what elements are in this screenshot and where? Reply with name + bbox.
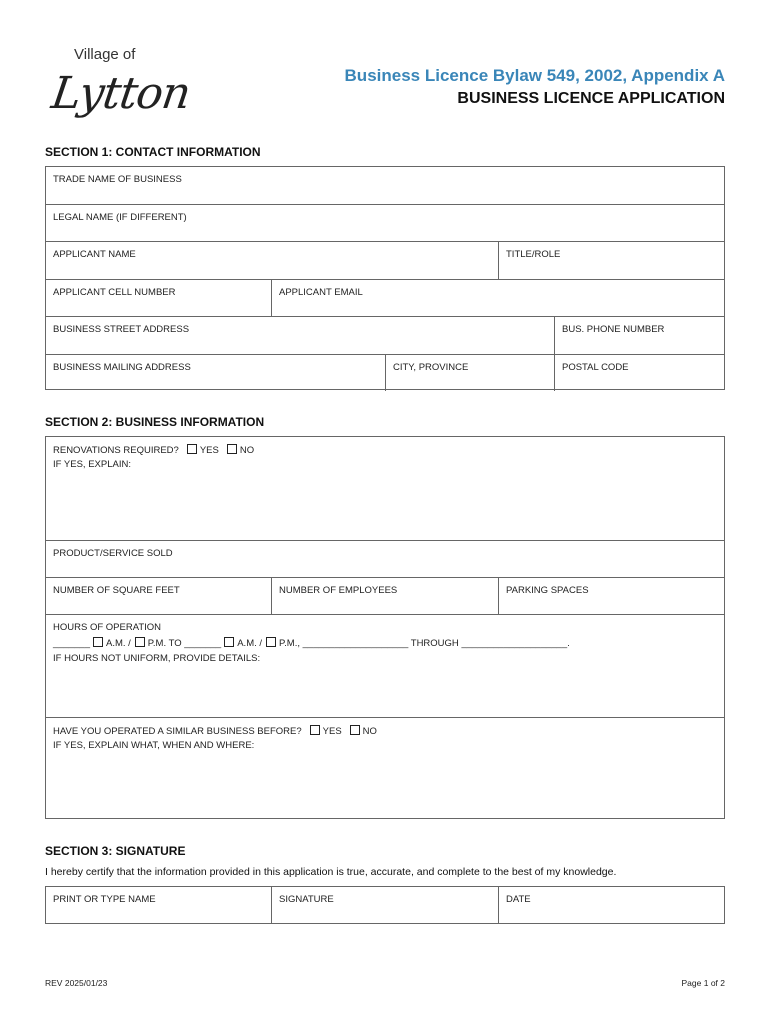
street-address-label: BUSINESS STREET ADDRESS [53,324,190,335]
bylaw-title: Business Licence Bylaw 549, 2002, Appendix A [344,66,725,85]
similar-business-line [53,725,377,737]
applicant-name-label: APPLICANT NAME [53,249,136,260]
renovations-explain-label: IF YES, EXPLAIN: [53,459,131,470]
renovations-yes-label: YES [199,445,219,456]
cell-email-row [46,279,724,316]
size-row [46,577,724,614]
similar-yes-checkbox[interactable] [310,725,320,735]
trade-name-label: TRADE NAME OF BUSINESS [53,174,182,185]
page-number: Page 1 of 2 [681,978,725,988]
mailing-address-field[interactable] [46,355,385,391]
title-role-field[interactable] [498,242,726,279]
employees-label: NUMBER OF EMPLOYEES [279,585,398,596]
renovations-no-label: NO [239,445,255,456]
street-address-field[interactable] [46,317,554,354]
signature-row [46,887,724,923]
pm2-label: P.M., [279,638,300,649]
similar-explain-label: IF YES, EXPLAIN WHAT, WHEN AND WHERE: [53,740,255,751]
signature-table [45,886,725,924]
pm2-checkbox[interactable] [266,637,276,647]
renovations-yes-checkbox[interactable] [187,444,197,454]
parking-label: PARKING SPACES [506,585,589,596]
city-province-field[interactable] [385,355,554,391]
form-title: BUSINESS LICENCE APPLICATION [457,90,725,107]
revision-note: REV 2025/01/23 [45,978,108,988]
signature-field[interactable] [271,887,498,923]
renovations-line [53,444,254,456]
business-info-table [45,436,725,819]
email-label: APPLICANT EMAIL [279,287,363,298]
am1-checkbox[interactable] [93,637,103,647]
hours-label: HOURS OF OPERATION [53,622,162,633]
similar-business-label: HAVE YOU OPERATED A SIMILAR BUSINESS BEFORE? [53,726,302,737]
postal-code-field[interactable] [554,355,726,391]
mailing-address-label: BUSINESS MAILING ADDRESS [53,362,191,373]
contact-info-table [45,166,725,390]
logo-small-text: Village of [74,46,136,63]
legal-name-label: LEGAL NAME (IF DIFFERENT) [53,212,187,223]
renovations-field[interactable] [46,437,724,540]
date-field[interactable] [498,887,726,923]
employees-field[interactable] [271,578,498,614]
cell-number-label: APPLICANT CELL NUMBER [53,287,176,298]
parking-field[interactable] [498,578,726,614]
hours-not-uniform-label: IF HOURS NOT UNIFORM, PROVIDE DETAILS: [53,653,261,664]
date-label: DATE [506,894,531,905]
section2-title: SECTION 2: BUSINESS INFORMATION [45,415,265,429]
title-role-label: TITLE/ROLE [506,249,561,260]
logo-script-text: Lytton [48,68,194,119]
applicant-name-row [46,241,724,279]
signature-label: SIGNATURE [279,894,334,905]
similar-no-checkbox[interactable] [350,725,360,735]
pm-to-label: P.M. TO [147,638,182,649]
am1-label: A.M. / [105,638,131,649]
similar-business-field[interactable] [46,717,724,820]
legal-name-field[interactable] [46,204,724,241]
hours-blank-4: ____________________. [461,638,570,649]
hours-blank-2: _______ [184,638,222,649]
postal-code-label: POSTAL CODE [562,362,629,373]
hours-line [53,637,570,649]
print-name-field[interactable] [46,887,271,923]
section3-title: SECTION 3: SIGNATURE [45,844,186,858]
pm1-checkbox[interactable] [135,637,145,647]
similar-no-label: NO [362,726,377,737]
mailing-address-row [46,354,724,391]
product-service-field[interactable] [46,540,724,577]
cell-number-field[interactable] [46,280,271,316]
city-province-label: CITY, PROVINCE [393,362,469,373]
street-address-row [46,316,724,354]
am2-label: A.M. / [237,638,263,649]
bus-phone-field[interactable] [554,317,726,354]
product-service-label: PRODUCT/SERVICE SOLD [53,548,173,559]
trade-name-field[interactable] [46,167,724,204]
am2-checkbox[interactable] [224,637,234,647]
hours-blank-1: _______ [53,638,90,649]
renovations-label: RENOVATIONS REQUIRED? [53,445,179,456]
hours-blank-3: ____________________ [302,638,409,649]
applicant-name-field[interactable] [46,242,498,279]
certify-statement: I hereby certify that the information provided in this application is true, accurate, and complete to the best of my knowledge. [45,866,617,878]
renovations-no-checkbox[interactable] [227,444,237,454]
through-label: THROUGH [410,638,459,649]
print-name-label: PRINT OR TYPE NAME [53,894,156,905]
square-feet-field[interactable] [46,578,271,614]
section1-title: SECTION 1: CONTACT INFORMATION [45,145,261,159]
hours-field[interactable] [46,614,724,717]
email-field[interactable] [271,280,726,316]
village-logo [50,46,200,126]
square-feet-label: NUMBER OF SQUARE FEET [53,585,180,596]
similar-yes-label: YES [322,726,342,737]
bus-phone-label: BUS. PHONE NUMBER [562,324,665,335]
